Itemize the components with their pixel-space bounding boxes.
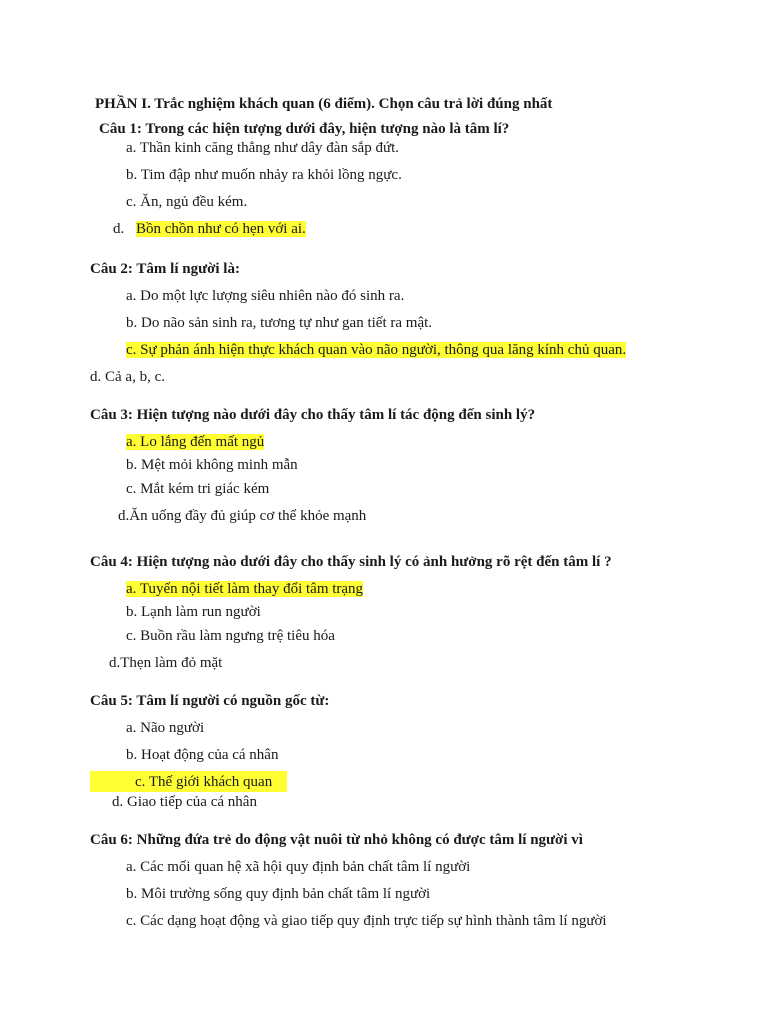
question-4-title: Câu 4: Hiện tượng nào dưới đây cho thấy sinh lý có ảnh hưởng rõ rệt đến tâm lí ?: [90, 554, 612, 570]
question-3-option-b: b. Mệt mỏi không minh mẫn: [126, 457, 298, 473]
question-1-option-d-letter: d.: [113, 221, 125, 237]
question-1-option-b: b. Tim đập như muốn nhảy ra khỏi lồng ngực.: [126, 167, 402, 183]
question-4-option-c: c. Buồn rầu làm ngưng trệ tiêu hóa: [126, 628, 335, 644]
question-6-option-b: b. Môi trường sống quy định bản chất tâm lí người: [126, 886, 431, 902]
correct-answer-highlight: Bồn chồn như có hẹn với ai.: [136, 221, 306, 237]
question-5-option-c: c. Thế giới khách quan: [135, 774, 273, 790]
question-4-option-b: b. Lạnh làm run người: [126, 604, 261, 620]
question-1-title: Câu 1: Trong các hiện tượng dưới đây, hiện tượng nào là tâm lí?: [99, 121, 510, 137]
question-1-option-a: a. Thần kinh căng thẳng như dây đàn sắp đứt.: [126, 140, 400, 156]
question-6-title: Câu 6: Những đứa trẻ do động vật nuôi từ nhỏ không có được tâm lí người vì: [90, 832, 583, 848]
question-1-option-c: c. Ăn, ngủ đều kém.: [126, 194, 248, 210]
question-3-title: Câu 3: Hiện tượng nào dưới đây cho thấy tâm lí tác động đến sinh lý?: [90, 407, 536, 423]
question-4-option-d: d.Thẹn làm đỏ mặt: [109, 655, 223, 671]
question-6-option-c: c. Các dạng hoạt động và giao tiếp quy định trực tiếp sự hình thành tâm lí người: [126, 913, 607, 929]
question-3-option-a: [126, 432, 264, 452]
question-3-option-c: c. Mắt kém tri giác kém: [126, 481, 270, 497]
correct-answer-highlight: c. Sự phản ánh hiện thực khách quan vào não người, thông qua lăng kính chủ quan.: [126, 342, 627, 358]
question-2-option-d: d. Cả a, b, c.: [90, 369, 165, 385]
question-2-option-b: b. Do não sản sinh ra, tương tự như gan tiết ra mật.: [126, 315, 433, 331]
question-2-option-a: a. Do một lực lượng siêu nhiên nào đó sinh ra.: [126, 288, 405, 304]
question-4-option-a: [126, 579, 363, 599]
section-heading: PHẦN I. Trắc nghiệm khách quan (6 điểm). Chọn câu trả lời đúng nhất: [95, 96, 553, 112]
question-5-option-b: b. Hoạt động của cá nhân: [126, 747, 279, 763]
correct-answer-highlight: a. Tuyến nội tiết làm thay đổi tâm trạng: [126, 581, 364, 597]
question-5-option-d: d. Giao tiếp của cá nhân: [112, 794, 257, 810]
question-3-option-d: d.Ăn uống đầy đủ giúp cơ thể khỏe mạnh: [118, 508, 367, 524]
question-5-option-a: a. Não người: [126, 720, 205, 736]
question-2-option-c: [126, 340, 626, 360]
question-5-title: Câu 5: Tâm lí người có nguồn gốc từ:: [90, 693, 330, 709]
question-6-option-a: a. Các mối quan hệ xã hội quy định bản chất tâm lí người: [126, 859, 471, 875]
question-1-option-d-answer: [136, 219, 306, 239]
question-2-title: Câu 2: Tâm lí người là:: [90, 261, 240, 277]
correct-answer-highlight: a. Lo lắng đến mất ngủ: [126, 434, 265, 450]
